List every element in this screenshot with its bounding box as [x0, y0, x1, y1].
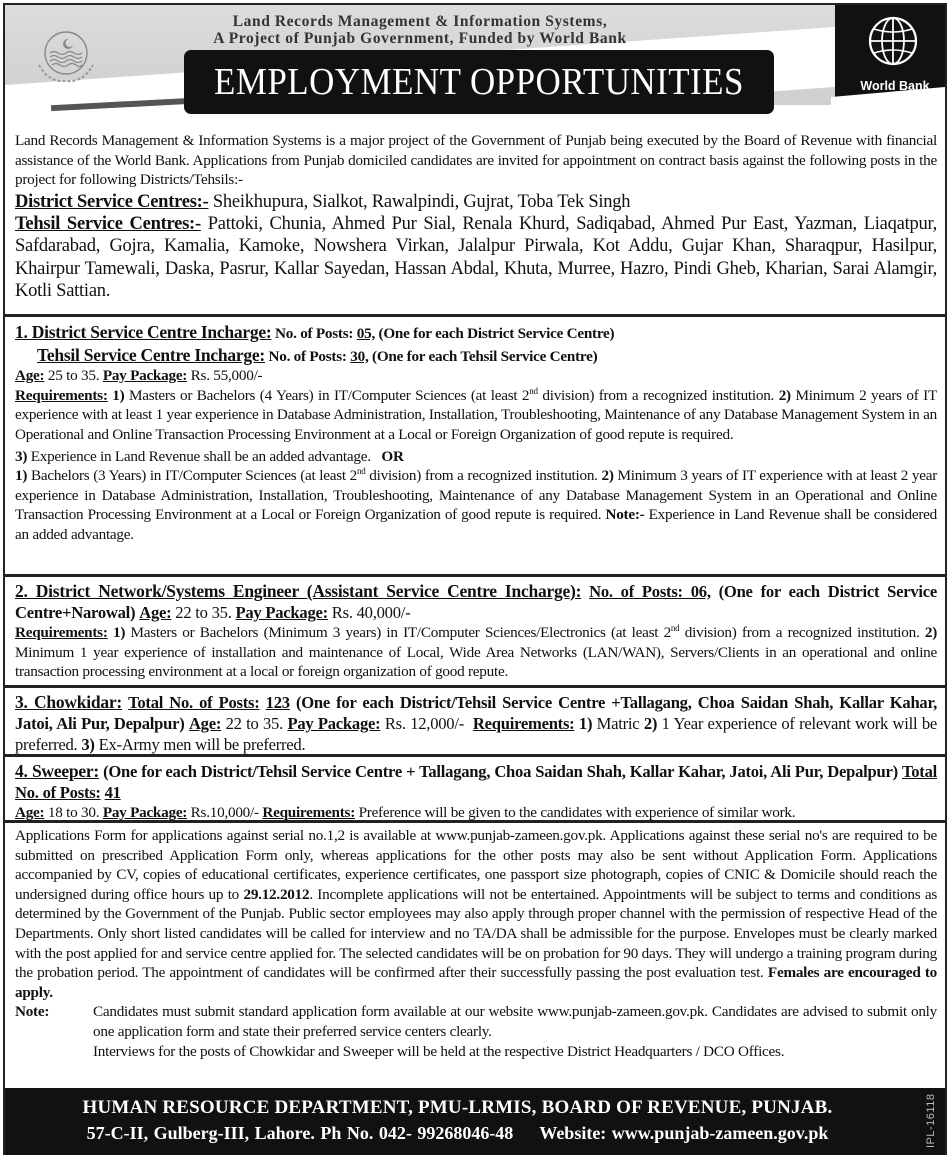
post-4-posts-note: (One for each District/Tehsil Service Centre + Tallagang, Choa Saidan Shah, Kallar Kahar, Jatoi, Ali Pur, Depalpur) [103, 762, 898, 781]
post-4-req: Preference will be given to the candidates with experience of similar work. [358, 804, 796, 821]
post-1-req-a1-end: division) from a recognized institution. [542, 386, 775, 404]
post-1b-title: Tehsil Service Centre Incharge: [37, 344, 265, 365]
req-number: 2) [643, 714, 658, 733]
or-label: OR [381, 447, 404, 465]
post-2-pay-label: Pay Package: [235, 603, 328, 622]
post-4-section [5, 754, 945, 823]
world-bank-globe-icon [867, 15, 919, 67]
post-2-posts-label: No. of Posts: 06, [589, 582, 711, 601]
post-3-posts-note: (One for each District/Tehsil Service Centre +Tallagang, Choa Saidan Shah, Kallar Kahar, Jatoi, Ali Pur, Depalpur) [15, 693, 937, 733]
post-4-title: 4. Sweeper: [15, 761, 99, 781]
post-4-age: 18 to 30. [47, 804, 100, 821]
post-4-pay: Rs.10,000/- [190, 804, 259, 821]
post-2-title: 2. District Network/Systems Engineer (Assistant Service Centre Incharge): [15, 581, 582, 601]
post-1-req-a1: Masters or Bachelors (4 Years) in IT/Computer Sciences (at least 2 [129, 386, 530, 404]
post-2-pay: Rs. 40,000/- [331, 603, 411, 622]
title-banner [184, 50, 774, 114]
post-2-section [5, 574, 945, 682]
post-1-age-label: Age: [15, 367, 45, 385]
post-1-req-b2: Minimum 3 years of IT experience with at least 2 year experience in Database Administration, Installation, Troubleshooting, Maintenance of any Database Management System in an Operational and Online Transaction Processing Environment at a Local or Foreign Organization of good repute is required. [15, 467, 938, 524]
note-label: Note: [15, 1003, 50, 1021]
application-deadline: 29.12.2012 [243, 885, 310, 903]
post-1-pay-label: Pay Package: [102, 367, 188, 385]
department-name: HUMAN RESOURCE DEPARTMENT, PMU-LRMIS, BOARD OF REVENUE, PUNJAB. [82, 1097, 833, 1118]
post-2-req-label: Requirements: [15, 624, 108, 641]
req-number: 1) [15, 467, 28, 485]
post-3-age-label: Age: [188, 714, 222, 733]
post-1b-posts-note: (One for each Tehsil Service Centre) [372, 347, 598, 365]
instructions-text-cont: . Incomplete applications will not be entertained. Appointments will be subject to terms and conditions as determined by the Government of the Punjab. Public sector employees may also apply through proper channel with the permission of respective Head of the Departments. Only short listed candidates will be called for interview and no TA/DA shall be admissible for the purpose. Envelopes must be clearly marked with the post applied for and service centre applied for. The selected candidates will be on probation for 90 days. They will undergo a training program during the probation period. The appointment of candidates will be confirmed after their successfully passing the post evaluation test. [15, 885, 937, 982]
superscript: nd [529, 385, 538, 396]
post-1-note-label: Note:- [605, 506, 645, 524]
website-link[interactable]: Website: www.punjab-zameen.gov.pk [539, 1123, 829, 1143]
post-2-posts-note: (One for each District Service Centre+Narowal) [15, 582, 937, 622]
post-3-age: 22 to 35. [225, 714, 283, 733]
tehsil-centres-label: Tehsil Service Centres:- [15, 213, 201, 234]
note-block [15, 1002, 937, 1061]
post-3-req-1: Matric [596, 714, 640, 733]
post-1b-posts-count: 30, [350, 347, 369, 365]
district-centres-label: District Service Centres:- [15, 191, 209, 212]
contact-line [5, 1123, 910, 1144]
post-1-age: 25 to 35. [47, 367, 100, 385]
req-number: 2) [778, 386, 791, 404]
post-4-req-label: Requirements: [262, 804, 356, 821]
post-1-req-label: Requirements: [15, 386, 108, 404]
note-text-2: Interviews for the posts of Chowkidar and Sweeper will be held at the respective District Headquarters / DCO Offices. [93, 1042, 785, 1060]
post-4-posts-count: 41 [104, 783, 121, 802]
post-4-pay-label: Pay Package: [102, 804, 188, 821]
post-1-pay: Rs. 55,000/- [190, 367, 263, 385]
req-number: 1) [112, 386, 125, 404]
superscript: nd [356, 466, 366, 477]
header-line-1: Land Records Management & Information Systems, [232, 13, 608, 30]
post-1-title: 1. District Service Centre Incharge: [15, 322, 272, 342]
req-number: 3) [81, 735, 95, 754]
intro-text: Land Records Management & Information Systems is a major project of the Government of Punjab being executed by the Board of Revenue with financial assistance of the World Bank. Applications from Punjab domiciled candidates are invited for appointment on contract basis against the following posts in the project for following Districts/Tehsils:- [15, 132, 937, 189]
post-4-posts-label: Total No. of Posts: [15, 762, 937, 802]
instructions-text: Applications Form for applications against serial no.1,2 is available at www.punjab-zameen.gov.pk. Applications against these serial no's are required to be submitted on prescribed Application Form only, whereas applications for the other posts may also be sent without Application Form. Applications accompanied by CV, copies of educational certificates, experience certificates, one passport size photograph, copies of CNIC & Domicile should reach the undersigned during office hours up to [15, 827, 937, 903]
note-text-1: Candidates must submit standard application form available at our website www.punjab-zameen.gov.pk. Candidates are advised to submit only one application form and state their preferred service centers clearly. [93, 1003, 937, 1040]
district-centres-list: Sheikhupura, Sialkot, Rawalpindi, Gujrat, Toba Tek Singh [212, 191, 631, 212]
office-address: 57-C-II, Gulberg-III, Lahore. Ph No. 042- 99268046-48 [86, 1123, 514, 1143]
post-2-req-2: Minimum 1 year experience of installation and maintenance of Local, Wide Area Networks (LAN/WAN), Servers/Clients in an operational and online transaction processing environment at a local or foreign organization of good repute. [15, 643, 937, 681]
post-3-pay: Rs. 12,000/- [384, 714, 464, 733]
post-1-req-b1: Bachelors (3 Years) in IT/Computer Sciences (at least 2 [30, 467, 357, 485]
post-1-req-a3: Experience in Land Revenue shall be an added advantage. [30, 447, 371, 465]
post-3-pay-label: Pay Package: [287, 714, 381, 733]
post-2-age-label: Age: [139, 603, 172, 622]
tehsil-centres-list: Pattoki, Chunia, Ahmed Pur Sial, Renala Khurd, Sadiqabad, Ahmed Pur East, Yazman, Liaqatpur, Safdarabad, Gojra, Kamalia, Kamoke, Nowshera Virkan, Jalalpur Pirwala, Kot Addu, Gujar Khan, Sharaqpur, Hasilpur, Khairpur Tamewali, Daska, Pasrur, Kallar Sayedan, Hassan Abdal, Khuta, Murree, Hazro, Pindi Gheb, Kharian, Sarai Alamgir, Kotli Sattian. [15, 213, 938, 301]
req-number: 1) [578, 714, 593, 733]
post-1-section [5, 314, 945, 545]
ad-reference-code: IPL-16118 [925, 1093, 937, 1149]
header-line-2: A Project of Punjab Government, Funded by World Bank [213, 30, 627, 47]
post-3-posts-label: Total No. of Posts: [128, 693, 260, 712]
post-1-posts-label: No. of Posts: [275, 325, 354, 342]
intro-section [5, 131, 945, 302]
world-bank-label: World Bank [860, 79, 930, 93]
post-3-req-3: Ex-Army men will be preferred. [98, 735, 306, 754]
post-3-title: 3. Chowkidar: [15, 692, 122, 712]
females-encouraged: Females are encouraged to apply. [15, 964, 938, 1001]
req-number: 3) [15, 447, 28, 465]
req-number: 2) [924, 624, 938, 641]
advertisement-page [3, 3, 947, 1155]
post-1-posts-note: (One for each District Service Centre) [378, 325, 615, 342]
post-1-note: Experience in Land Revenue shall be considered an added advantage. [15, 506, 938, 543]
post-1-posts-count: 05, [356, 325, 375, 342]
page-title: EMPLOYMENT OPPORTUNITIES [214, 61, 744, 103]
superscript: nd [670, 622, 680, 633]
post-1-req-b1-end: division) from a recognized institution. [369, 467, 598, 485]
post-2-req-1-end: division) from a recognized institution. [684, 624, 920, 641]
req-number: 1) [113, 624, 126, 641]
post-1-req-a2: Minimum 2 years of IT experience with at least 1 year experience in Database Administration, Installation, Troubleshooting, Maintenance of any Database Management System in an Operational and Online Transaction Processing Environment at a Local or Foreign Organization of good repute is required. [15, 386, 938, 443]
post-3-req-2: 1 Year experience of relevant work will be preferred. [15, 714, 937, 754]
post-3-section [5, 685, 945, 755]
req-number: 2) [601, 467, 614, 485]
instructions-section [5, 820, 945, 1061]
post-2-age: 22 to 35. [175, 603, 232, 622]
footer-contact-banner [5, 1088, 945, 1155]
post-4-age-label: Age: [15, 804, 45, 821]
post-1b-posts-label: No. of Posts: [268, 347, 347, 365]
post-3-req-label: Requirements: [472, 714, 575, 733]
post-3-posts-count: 123 [265, 693, 290, 712]
post-2-req-1: Masters or Bachelors (Minimum 3 years) in IT/Computer Sciences/Electronics (at least 2 [130, 624, 671, 641]
ad-header [5, 5, 945, 125]
